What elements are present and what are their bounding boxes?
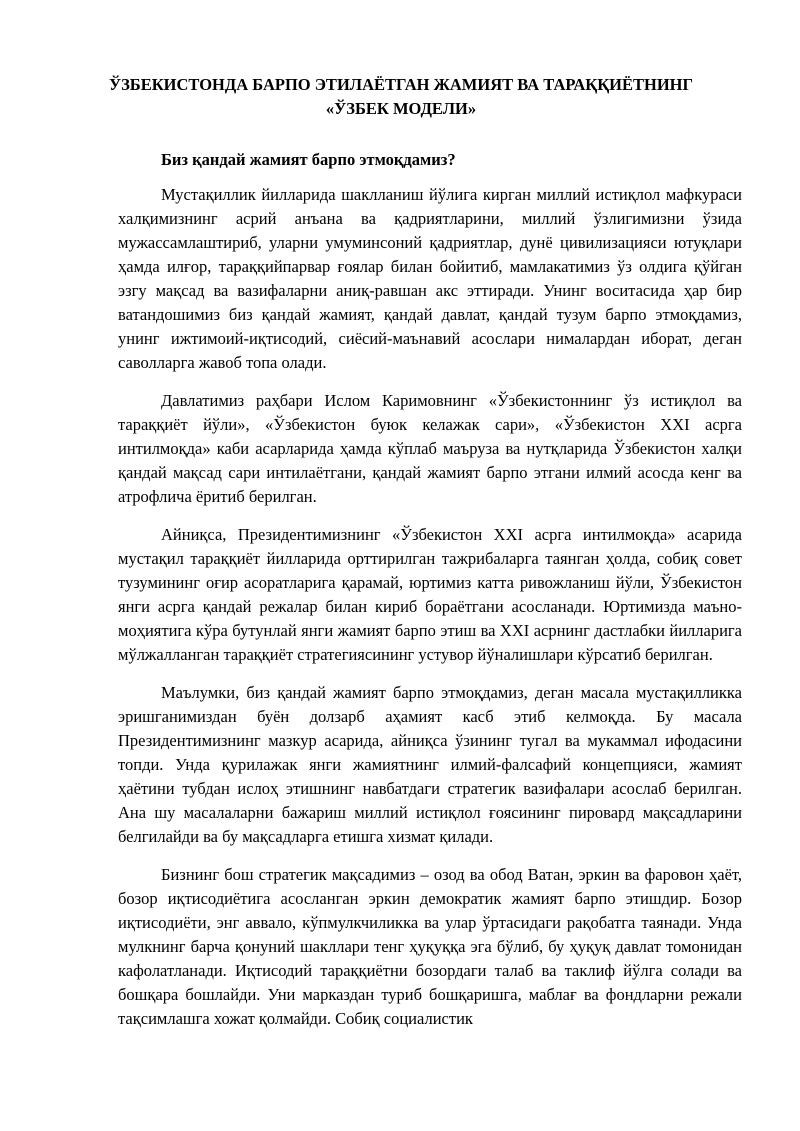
paragraph: Мустақиллик йилларида шаклланиш йўлига кирган миллий истиқлол мафкураси халқимизнинг асрий анъана ва қадриятларини, миллий ўзлигимизни ўзида мужассамлаштириб, уларни умуминсоний қадриятлар, дунё цивилизацияси ютуқлари ҳамда илғор, тараққийпарвар ғоялар билан бойитиб, мамлакатимиз ўз олдига қўйган эзгу мақсад ва вазифаларни аниқ-равшан акс эттиради. Унинг воситасида ҳар бир ватандошимиз биз қандай жамият, қандай давлат, қандай тузум барпо этмоқдамиз, унинг ижтимоий-иқтисодий, сиёсий-маънавий асослари нималардан иборат, деган саволларга жавоб топа олади. — [118, 185, 742, 372]
paragraph: Бизнинг бош стратегик мақсадимиз – озод ва обод Ватан, эркин ва фаровон ҳаёт, бозор иқтисодиётига асосланган эркин демократик жамият барпо этишдир. Бозор иқтисодиёти, энг аввало, кўпмулкчиликка ва улар ўртасидаги рақобатга таянади. Унда мулкнинг барча қонуний шакллари тенг ҳуқуққа эга бўлиб, бу ҳуқуқ давлат томонидан кафолатланади. Иқтисодий тараққиётни бозордаги талаб ва таклиф йўлга солади ва бошқара бошлайди. Уни марказдан туриб бошқаришга, маблағ ва фондларни режали тақсимлашга хожат қолмайди. Собиқ социалистик — [118, 865, 742, 1028]
paragraph: Айниқса, Президентимизнинг «Ўзбекистон XXI асрга интилмоқда» асарида мустақил тараққиёт йилларида орттирилган тажрибаларга таянган ҳолда, собиқ совет тузумининг оғир асоратларига қарамай, юртимиз катта ривожланиш йўли, Ўзбекистон янги асрга қандай режалар билан кириб бораётгани асосланади. Юртимизда маъно-моҳиятига кўра бутунлай янги жамият барпо этиш ва XXI асрнинг дастлабки йилларига мўлжалланган тараққиёт стратегиясининг устувор йўналишлари кўрсатиб берилган. — [118, 525, 742, 664]
section-heading: Биз қандай жамият барпо этмоқдамиз? — [161, 150, 456, 169]
paragraph: Давлатимиз раҳбари Ислом Каримовнинг «Ўзбекистоннинг ўз истиқлол ва тараққиёт йўли», «Ўзбекистон буюк келажак сари», «Ўзбекистон XXI асрга интилмоқда» каби асарларида ҳамда кўплаб маъруза ва нутқларида Ўзбекистон халқи қандай мақсад сари интилаётгани, қандай жамият барпо этгани илмий асосда кенг ва атрофлича ёритиб берилган. — [118, 391, 742, 506]
paragraph: Маълумки, биз қандай жамият барпо этмоқдамиз, деган масала мустақилликка эришганимиздан буён долзарб аҳамият касб этиб келмоқда. Бу масала Президентимизнинг мазкур асарида, айниқса ўзининг тугал ва мукаммал ифодасини топди. Унда қурилажак янги жамиятнинг илмий-фалсафий концепцияси, жамият ҳаётини тубдан ислоҳ этишнинг навбатдаги стратегик вазифалари асослаб берилган. Ана шу масалаларни бажариш миллий истиқлол ғоясининг пировард мақсадларини белгилайди ва бу мақсадларга етишга хизмат қилади. — [118, 683, 742, 846]
document-title — [90, 73, 712, 121]
document-body — [118, 183, 742, 1045]
title-line-1: ЎЗБЕКИСТОНДА БАРПО ЭТИЛАЁТГАН ЖАМИЯТ ВА ТАРАҚҚИЁТНИНГ — [108, 75, 694, 94]
title-line-2: «ЎЗБЕК МОДЕЛИ» — [325, 99, 477, 118]
